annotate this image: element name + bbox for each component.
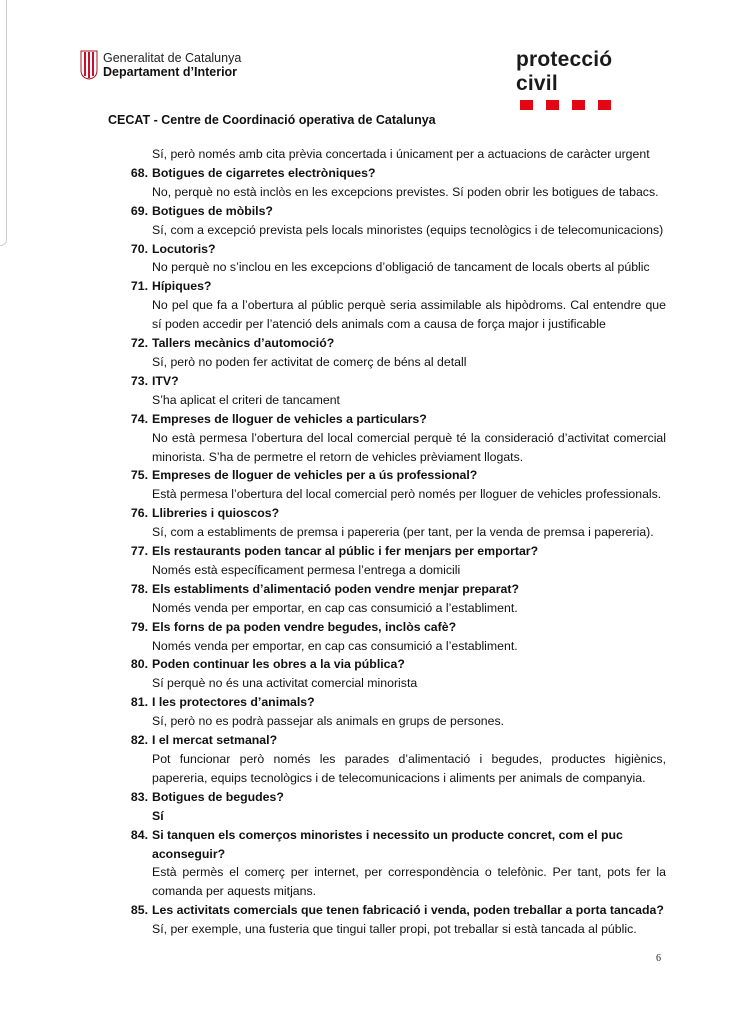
question-number: 78. — [130, 581, 148, 596]
faq-answer: Sí — [152, 808, 164, 823]
question-number: 83. — [130, 789, 148, 804]
faq-list — [114, 145, 666, 939]
question-text: Els forns de pa poden vendre begudes, inclòs cafè? — [152, 619, 457, 634]
faq-question — [114, 466, 666, 485]
question-text: I el mercat setmanal? — [152, 733, 278, 748]
question-number: 81. — [130, 695, 148, 710]
faq-answer: No perquè no s’inclou en les excepcions d’obligació de tancament de locals oberts al públic — [152, 260, 650, 275]
question-text: Locutoris? — [152, 241, 216, 256]
page-edge-mark — [0, 0, 7, 246]
faq-answer: Només venda per emportar, en cap cas consumició a l’establiment. — [152, 638, 518, 653]
catalan-flag-shield-icon — [80, 50, 98, 80]
question-number: 71. — [130, 279, 148, 294]
red-squares-mark — [516, 100, 656, 110]
question-number: 75. — [130, 468, 148, 483]
question-number: 69. — [130, 203, 148, 218]
faq-question — [114, 202, 666, 221]
question-number: 84. — [130, 827, 148, 842]
faq-answer: Està permesa l’obertura del local comercial però només per lloguer de vehicles professionals. — [152, 487, 662, 502]
question-number: 68. — [130, 165, 148, 180]
proteccio-civil-logo — [516, 48, 656, 110]
faq-answer: Sí, com a establiments de premsa i papereria (per tant, per la venda de premsa i papereria). — [152, 525, 654, 540]
question-number: 82. — [130, 733, 148, 748]
faq-question — [114, 655, 666, 674]
question-text: Botigues de cigarretes electròniques? — [152, 165, 376, 180]
faq-answer: No, perquè no està inclòs en les excepcions previstes. Sí poden obrir les botigues de tabacs. — [152, 184, 659, 199]
page-number: 6 — [656, 953, 661, 964]
faq-question — [114, 164, 666, 183]
faq-question — [114, 788, 666, 807]
question-text: Empreses de lloguer de vehicles per a ús professional? — [152, 468, 478, 483]
red-square — [520, 100, 533, 110]
generalitat-name: Generalitat de Catalunya — [103, 51, 242, 65]
faq-question — [114, 693, 666, 712]
faq-question — [114, 372, 666, 391]
question-text: Poden continuar les obres a la via pública? — [152, 657, 405, 672]
red-square — [546, 100, 559, 110]
faq-question — [114, 826, 666, 864]
faq-answer: Sí perquè no és una activitat comercial minorista — [152, 676, 418, 691]
faq-answer: Sí, com a excepció prevista pels locals minoristes (equips tecnològics i de telecomunicacions) — [152, 222, 664, 237]
faq-question — [114, 410, 666, 429]
faq-answer: S’ha aplicat el criteri de tancament — [152, 392, 340, 407]
faq-question — [114, 901, 666, 920]
cecat-subheader: CECAT - Centre de Coordinació operativa de Catalunya — [108, 113, 436, 127]
proteccio-civil-title: protecció civil — [516, 48, 613, 95]
question-number: 77. — [130, 544, 148, 559]
faq-question — [114, 542, 666, 561]
question-text: Les activitats comercials que tenen fabricació i venda, poden treballar a porta tancada? — [152, 903, 664, 918]
question-number: 76. — [130, 506, 148, 521]
question-number: 80. — [130, 657, 148, 672]
faq-answer: Sí, per exemple, una fusteria que tingui taller propi, pot treballar si està tancada al públic. — [152, 922, 637, 937]
faq-question — [114, 277, 666, 296]
faq-question — [114, 618, 666, 637]
faq-answer: No pel que fa a l’obertura al públic perquè seria assimilable als hipòdroms. Cal entendre que sí poden accedir per l’atenció dels animals com a causa de força major i justificable — [152, 298, 666, 332]
faq-question — [114, 731, 666, 750]
question-number: 72. — [130, 336, 148, 351]
department-name: Departament d’Interior — [103, 65, 238, 79]
faq-question — [114, 504, 666, 523]
question-text: Tallers mecànics d’automoció? — [152, 336, 335, 351]
question-text: Els restaurants poden tancar al públic i fer menjars per emportar? — [152, 544, 539, 559]
faq-question — [114, 334, 666, 353]
question-number: 73. — [130, 373, 148, 388]
red-square — [598, 100, 611, 110]
faq-answer: No està permesa l’obertura del local comercial perquè té la consideració d’activitat comercial minorista. S’ha de permetre el retorn de vehicles prèviament llogats. — [152, 430, 666, 464]
question-text: Els establiments d’alimentació poden vendre menjar preparat? — [152, 581, 519, 596]
question-text: Empreses de lloguer de vehicles a particulars? — [152, 411, 427, 426]
generalitat-logo — [80, 50, 241, 80]
question-number: 70. — [130, 241, 148, 256]
question-text: Hípiques? — [152, 279, 212, 294]
question-number: 85. — [130, 903, 148, 918]
question-number: 79. — [130, 619, 148, 634]
red-square — [572, 100, 585, 110]
question-number: 74. — [130, 411, 148, 426]
faq-question — [114, 240, 666, 259]
faq-answer: Sí, però no poden fer activitat de comerç de béns al detall — [152, 354, 467, 369]
faq-answer: Pot funcionar però només les parades d’alimentació i begudes, productes higiènics, papereria, equips tecnològics i de telecomunicacions i aliments per animals de companyia. — [152, 752, 666, 785]
question-text: ITV? — [152, 373, 179, 388]
question-text: Si tanquen els comerços minoristes i necessito un producte concret, com el puc aconseguir? — [152, 827, 623, 861]
faq-answer: Està permès el comerç per internet, per correspondència o telefònic. Per tant, pots fer la comanda per aquests mitjans. — [152, 865, 666, 899]
intro-answer: Sí, però només amb cita prèvia concertada i únicament per a actuacions de caràcter urgent — [152, 147, 650, 161]
question-text: Llibreries i quioscos? — [152, 506, 280, 521]
faq-question — [114, 580, 666, 599]
faq-answer: Només està específicament permesa l’entrega a domicili — [152, 562, 461, 577]
question-text: Botigues de begudes? — [152, 789, 284, 804]
faq-answer: Sí, però no es podrà passejar als animals en grups de persones. — [152, 714, 505, 729]
faq-answer: Només venda per emportar, en cap cas consumició a l’establiment. — [152, 600, 518, 615]
question-text: I les protectores d’animals? — [152, 695, 315, 710]
question-text: Botigues de mòbils? — [152, 203, 273, 218]
